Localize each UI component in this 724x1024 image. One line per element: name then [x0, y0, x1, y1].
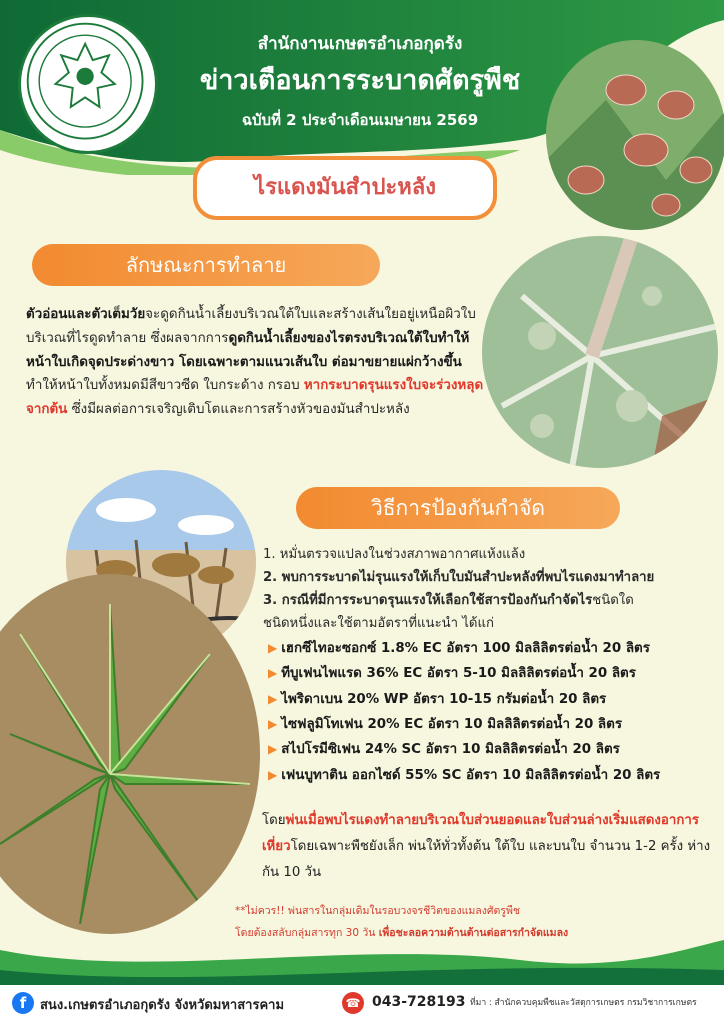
warning-line-1: **ไม่ควร!! พ่นสารในกลุ่มเดิมในรอบวงจรชีวิตของแมลงศัตรูพืช — [235, 905, 521, 917]
arrow-icon: ▶ — [268, 666, 278, 680]
arrow-icon: ▶ — [268, 641, 278, 655]
arrow-icon: ▶ — [268, 692, 278, 706]
spray-condition: พ่นเมื่อพบไรแดงทำลายบริเวณใบส่วนยอดและใบส่วนล่างเริ่มแสดงอาการเหี่ยว — [262, 813, 699, 854]
chemical-item — [268, 713, 708, 734]
damage-bold-2: ดูดกินน้ำเลี้ยงของไรตรงบริเวณใต้ใบทำให้หน้าใบเกิดจุดประด่างขาว โดยเฉพาะตามแนวเส้นใบ ต่อมาขยายแผ่กว้างขึ้น — [26, 330, 470, 370]
step-3-continued: ชนิดหนึ่งและใช้ตามอัตราที่แนะนำ ได้แก่ — [263, 616, 494, 631]
warning-line-2: โดยต้องสลับกลุ่มสารทุก 30 วัน — [235, 927, 379, 939]
facebook-icon[interactable]: f — [12, 992, 34, 1014]
source-credit: ที่มา : สำนักควบคุมพืชและวัสดุการเกษตร กรมวิชาการเกษตร — [470, 998, 697, 1008]
chemical-label: เฟนบูทาติน ออกไซด์ 55% SC อัตรา 10 มิลลิลิตรต่อน้ำ 20 ลิตร — [281, 768, 661, 783]
damage-description — [26, 303, 492, 422]
damage-text-3: ซึ่งมีผลต่อการเจริญเติบโตและการสร้างหัวของมันสำปะหลัง — [67, 402, 410, 418]
damage-red-warning: หากระบาดรุนแรงใบจะร่วงหลุดจากต้น — [26, 378, 484, 418]
chemical-item — [268, 688, 708, 709]
garuda-logo-icon — [21, 17, 155, 151]
chemical-label: ไพริดาเบน 20% WP อัตรา 10-15 กรัมต่อน้ำ 20 ลิตร — [281, 692, 607, 707]
chemical-item — [268, 738, 708, 759]
chemical-label: ทีบูเฟนไพแรด 36% EC อัตรา 5-10 มิลลิลิตรต่อน้ำ 20 ลิตร — [281, 666, 636, 681]
phone-icon[interactable]: ☎ — [342, 992, 364, 1014]
arrow-icon: ▶ — [268, 742, 278, 756]
pest-name-box: ไรแดงมันสำปะหลัง — [193, 156, 497, 220]
warning-line-2-bold: เพื่อชะลอความต้านต้านต่อสารกำจัดแมลง — [378, 927, 569, 939]
chemical-label: เฮกซีไทอะซอกซ์ 1.8% EC อัตรา 100 มิลลิลิตรต่อน้ำ 20 ลิตร — [281, 641, 650, 656]
footer-wave — [0, 930, 724, 990]
arrow-icon: ▶ — [268, 768, 278, 782]
chemical-item — [268, 764, 708, 785]
spray-detail: โดยเฉพาะพืชยังเล็ก พ่นให้ทั่วทั้งต้น ใต้ใบ และบนใบ จำนวน 1-2 ครั้ง ห่างกัน 10 วัน — [262, 839, 711, 880]
control-steps — [263, 543, 708, 635]
damaged-leaf-photo — [482, 236, 718, 468]
damage-text-2: ทำให้หน้าใบทั้งหมดมีสีขาวซีด ใบกระด้าง กรอบ — [26, 378, 304, 394]
step-3-suffix: ชนิดใด — [592, 593, 634, 608]
chemical-item — [268, 637, 708, 658]
bulletin-title: ข่าวเตือนการระบาดศัตรูพืช — [199, 65, 521, 96]
garuda-logo — [18, 14, 158, 154]
chemical-label: สไปโรมีซิเฟน 24% SC อัตรา 10 มิลลิลิตรต่อน้ำ 20 ลิตร — [281, 742, 620, 757]
issue-line: ฉบับที่ 2 ประจำเดือนเมษายน 2569 — [241, 111, 479, 129]
damage-text-1: จะดูดกินน้ำเลี้ยงบริเวณใต้ใบและสร้างเส้นใยอยู่เหนือผิวใบบริเวณที่ไรดูดทำลาย ซึ่งผลจากการ — [26, 307, 476, 346]
office-name: สำนักงานเกษตรอำเภอกุดรัง — [257, 34, 463, 54]
damage-heading: ลักษณะการทำลาย — [32, 244, 380, 286]
spray-instructions — [262, 808, 712, 886]
arrow-icon: ▶ — [268, 717, 278, 731]
step-1: 1. หมั่นตรวจแปลงในช่วงสภาพอากาศแห้งแล้ง — [263, 547, 526, 562]
damage-bold-1: ตัวอ่อนและตัวเต็มวัย — [26, 307, 146, 322]
step-2: 2. พบการระบาดไม่รุนแรงให้เก็บใบมันสำปะหลังที่พบไรแดงมาทำลาย — [263, 570, 655, 585]
control-heading: วิธีการป้องกันกำจัด — [296, 487, 620, 529]
mite-photo — [546, 40, 724, 230]
phone-number[interactable]: 043-728193 — [372, 994, 466, 1010]
chemical-label: ไซฟลูมิโทเฟน 20% EC อัตรา 10 มิลลิลิตรต่อน้ำ 20 ลิตร — [281, 717, 623, 732]
spray-prefix: โดย — [262, 813, 286, 828]
step-3: 3. กรณีที่มีการระบาดรุนแรงให้เลือกใช้สารป้องกันกำจัดไร — [263, 593, 593, 608]
chemical-item — [268, 662, 708, 683]
facebook-page-name[interactable]: สนง.เกษตรอำเภอกุดรัง จังหวัดมหาสารคาม — [40, 998, 285, 1013]
